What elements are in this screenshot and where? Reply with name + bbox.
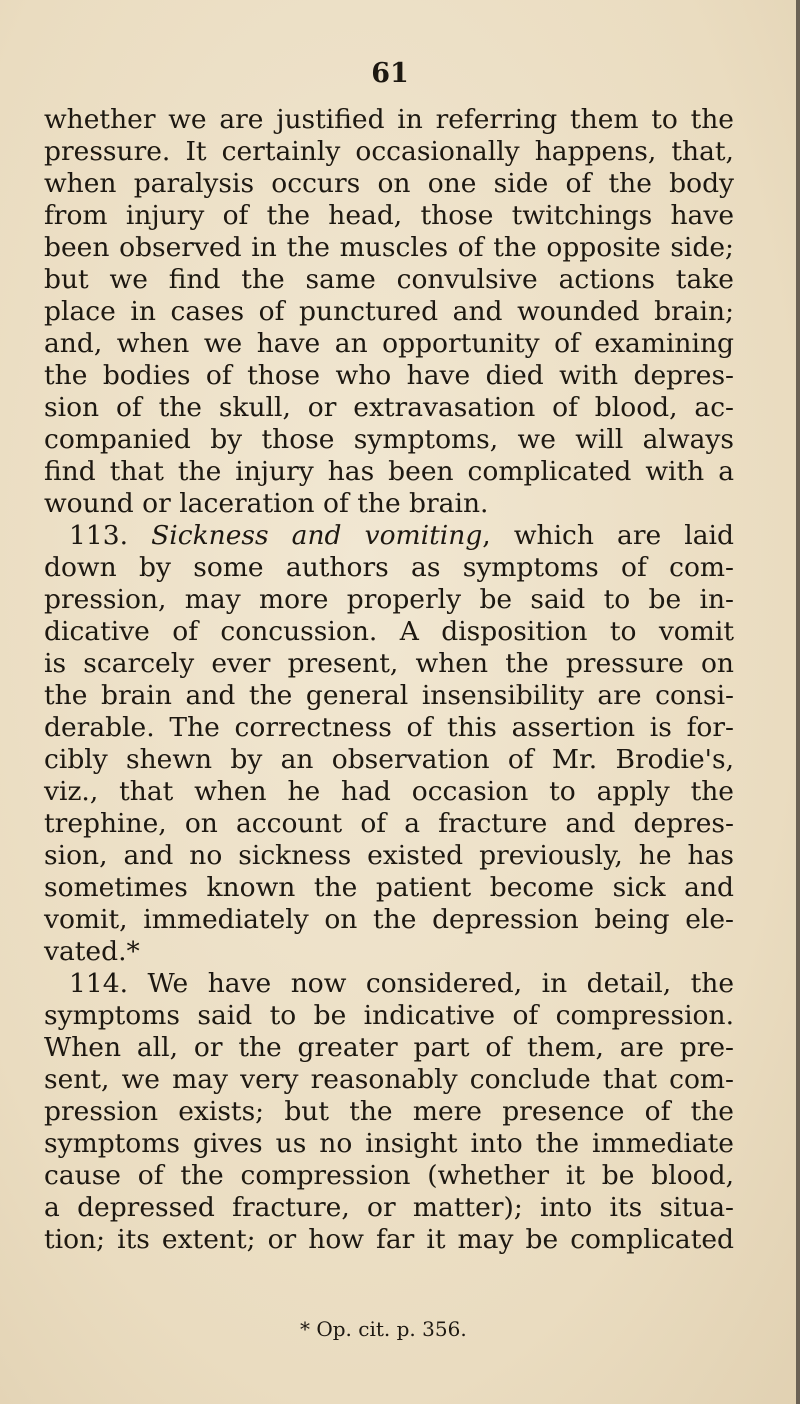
text-line: sion of the skull, or extravasation of blood, ac- <box>44 392 734 423</box>
text-line: find that the injury has been complicated with a <box>44 456 734 487</box>
text-line: down by some authors as symptoms of com- <box>44 552 734 583</box>
text-line: When all, or the greater part of them, are pre- <box>44 1032 734 1063</box>
text-line: is scarcely ever present, when the pressure on <box>44 648 734 679</box>
text-line: pression, may more properly be said to be in- <box>44 584 734 615</box>
text-line: whether we are justified in referring them to the <box>44 104 734 135</box>
text-line: pression exists; but the mere presence of the <box>44 1096 734 1127</box>
text-line: derable. The correctness of this assertion is for- <box>44 712 734 743</box>
text-line: when paralysis occurs on one side of the body <box>44 168 734 199</box>
text-line: but we find the same convulsive actions take <box>44 264 734 295</box>
text-line: cibly shewn by an observation of Mr. Brodie's, <box>44 744 734 775</box>
text-line: sent, we may very reasonably conclude that com- <box>44 1064 734 1095</box>
text-line: tion; its extent; or how far it may be complicated <box>44 1224 734 1255</box>
paragraph-113-start: 113. Sickness and vomiting, which are laid <box>69 520 734 551</box>
text-line: been observed in the muscles of the opposite side; <box>44 232 734 263</box>
text-line: cause of the compression (whether it be blood, <box>44 1160 734 1191</box>
body-text <box>44 104 734 1256</box>
text-line: from injury of the head, those twitchings have <box>44 200 734 231</box>
text-line: the brain and the general insensibility are consi- <box>44 680 734 711</box>
paragraph-114-start: 114. We have now considered, in detail, the <box>69 968 734 999</box>
text-line: sometimes known the patient become sick and <box>44 872 734 903</box>
text-line: symptoms said to be indicative of compression. <box>44 1000 734 1031</box>
text-line: place in cases of punctured and wounded brain; <box>44 296 734 327</box>
text-line: sion, and no sickness existed previously, he has <box>44 840 734 871</box>
text-line: and, when we have an opportunity of examining <box>44 328 734 359</box>
text-line: a depressed fracture, or matter); into its situa- <box>44 1192 734 1223</box>
page-number: 61 <box>371 58 409 89</box>
text-line: companied by those symptoms, we will always <box>44 424 734 455</box>
text-line: the bodies of those who have died with depres- <box>44 360 734 391</box>
text-line: viz., that when he had occasion to apply the <box>44 776 734 807</box>
italic-phrase: Sickness and vomiting <box>151 520 483 551</box>
page-edge <box>796 0 800 1404</box>
text-line: vated.* <box>44 936 140 967</box>
text-line: vomit, immediately on the depression being ele- <box>44 904 734 935</box>
text-line: trephine, on account of a fracture and depres- <box>44 808 734 839</box>
text-line: symptoms gives us no insight into the immediate <box>44 1128 734 1159</box>
text-line: wound or laceration of the brain. <box>44 488 489 519</box>
text-line: dicative of concussion. A disposition to vomit <box>44 616 734 647</box>
text-line: pressure. It certainly occasionally happens, that, <box>44 136 734 167</box>
footnote: * Op. cit. p. 356. <box>300 1317 467 1341</box>
